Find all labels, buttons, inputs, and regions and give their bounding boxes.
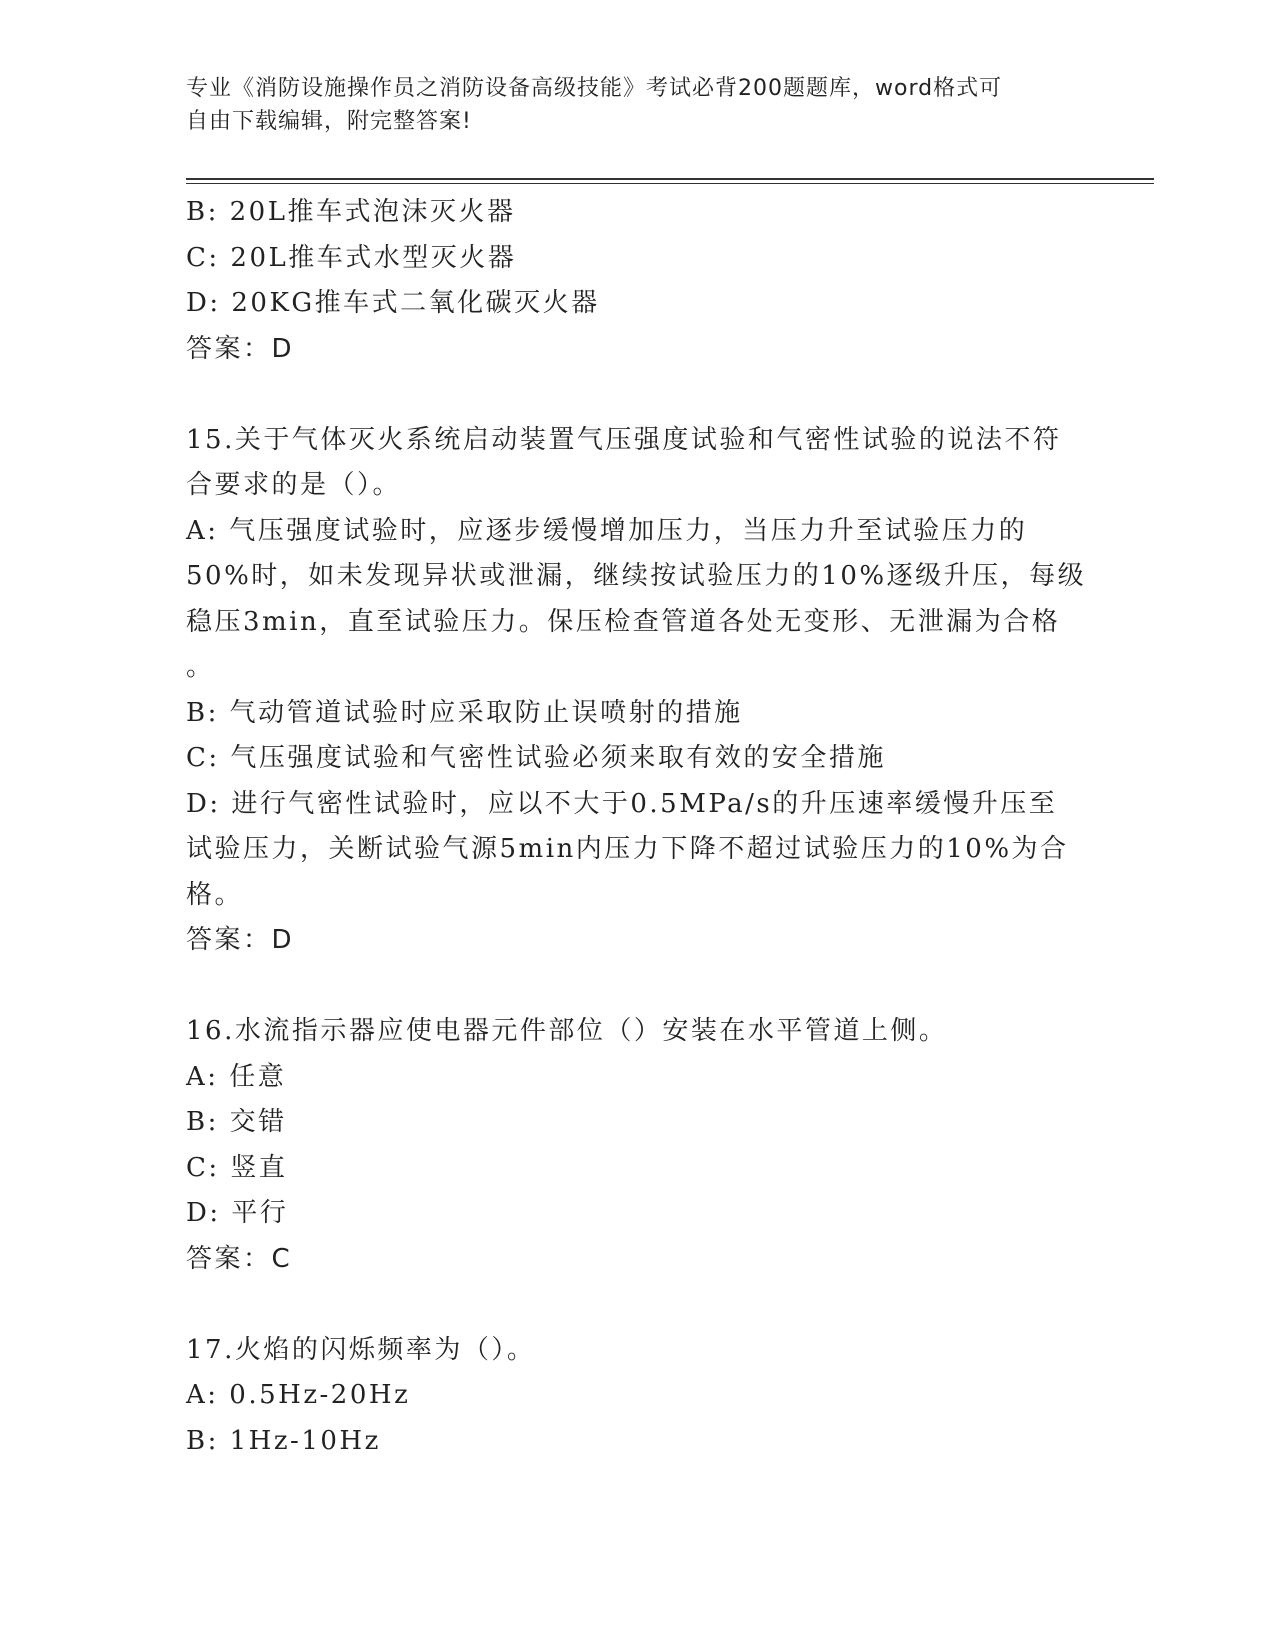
question-list	[186, 190, 1087, 1464]
question-17	[186, 1328, 1066, 1465]
option-a: 稳压3min，直至试验压力。保压检查管道各处无变形、无泄漏为合格	[186, 606, 1061, 637]
option-a: A: 0.5Hz-20Hz	[186, 1380, 411, 1410]
option-c: C: 竖直	[186, 1152, 288, 1183]
question-stem: 16.水流指示器应使电器元件部位（）安装在水平管道上侧。	[186, 1016, 948, 1046]
option-c: C: 气压强度试验和气密性试验必须来取有效的安全措施	[186, 743, 886, 773]
option-b: B: 气动管道试验时应采取防止误喷射的措施	[186, 697, 743, 728]
option-d: D: 20KG推车式二氧化碳灭火器	[186, 288, 600, 318]
question-stem: 15.关于气体灭火系统启动装置气压强度试验和气密性试验的说法不符	[186, 424, 1062, 455]
spacer	[186, 372, 1066, 418]
question-16	[186, 1009, 1066, 1282]
document-header	[186, 72, 1066, 138]
question-stem: 合要求的是（）。	[186, 470, 402, 500]
option-a: A: 气压强度试验时，应逐步缓慢增加压力，当压力升至试验压力的	[186, 515, 1028, 546]
option-c: C: 20L推车式水型灭火器	[186, 242, 517, 273]
option-a: A: 任意	[186, 1061, 287, 1092]
option-a: 。	[186, 652, 215, 682]
header-divider-thick	[186, 178, 1154, 180]
option-d: D: 进行气密性试验时，应以不大于0.5MPa/s的升压速率缓慢升压至	[186, 788, 1058, 819]
spacer	[186, 964, 1066, 1010]
question-14-tail	[186, 190, 1066, 372]
option-a: 50%时，如未发现异状或泄漏，继续按试验压力的10%逐级升压，每级	[186, 561, 1087, 591]
option-b: B: 20L推车式泡沫灭火器	[186, 197, 516, 227]
question-15	[186, 418, 1087, 964]
option-d: D: 平行	[186, 1198, 289, 1228]
header-line-1: 专业《消防设施操作员之消防设备高级技能》考试必背200题题库，word格式可	[186, 76, 1003, 101]
header-divider-thin	[186, 183, 1154, 184]
answer: 答案：D	[186, 333, 295, 364]
header-line-2: 自由下载编辑，附完整答案!	[186, 109, 472, 134]
question-stem: 17.火焰的闪烁频率为（）。	[186, 1334, 536, 1365]
option-b: B: 交错	[186, 1107, 287, 1137]
answer: 答案：C	[186, 1243, 293, 1274]
answer: 答案：D	[186, 925, 295, 955]
option-b: B: 1Hz-10Hz	[186, 1425, 381, 1456]
option-d: 试验压力，关断试验气源5min内压力下降不超过试验压力的10%为合	[186, 834, 1069, 864]
option-d: 格。	[186, 879, 244, 910]
spacer	[186, 1282, 1066, 1328]
